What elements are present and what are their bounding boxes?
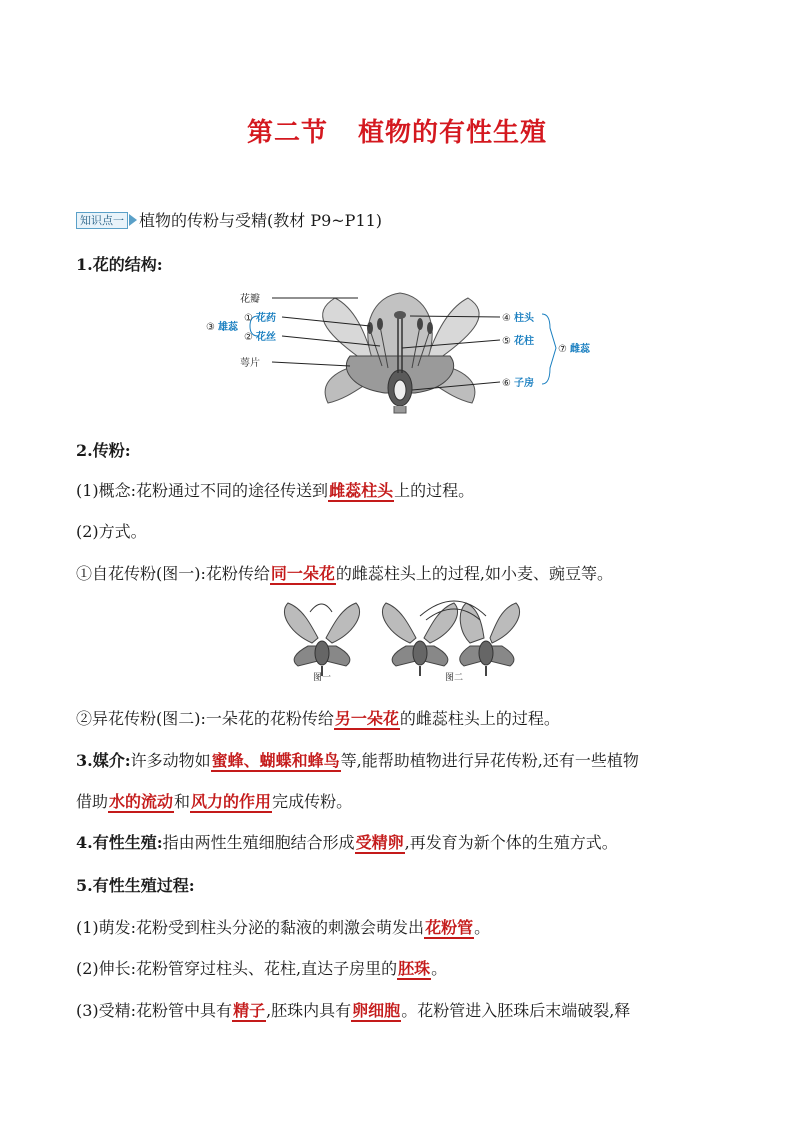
answer-zygote: 受精卵 — [355, 833, 404, 852]
pollination-figures — [270, 598, 530, 688]
label-pistil: 雌蕊 — [570, 344, 590, 355]
label-stigma: 柱头 — [514, 313, 534, 324]
answer-ovule: 胚珠 — [398, 959, 431, 978]
marker-7: ⑦ — [558, 344, 567, 355]
marker-3: ③ — [206, 322, 215, 333]
title-topic: 植物的有性生殖 — [358, 118, 548, 148]
figure-one-caption: 图一 — [313, 673, 332, 683]
section-5-heading: 5.有性生殖过程: — [76, 876, 195, 895]
pollination-methods: (2)方式。 — [76, 522, 147, 541]
title-section: 第二节 — [246, 118, 328, 148]
label-ovary: 子房 — [514, 378, 534, 389]
label-petal: 花瓣 — [240, 294, 260, 305]
section-2-heading: 2.传粉: — [76, 441, 131, 460]
label-sepal: 萼片 — [240, 358, 260, 369]
section-4: 4.有性生殖:指由两性生殖细胞结合形成受精卵,再发育为新个体的生殖方式。 — [76, 833, 618, 852]
flower-structure-diagram — [200, 288, 600, 418]
section-3-line-1: 3.媒介:许多动物如蜜蜂、蝴蝶和蜂鸟等,能帮助植物进行异花传粉,还有一些植物 — [76, 751, 639, 770]
answer-wind: 风力的作用 — [191, 792, 272, 811]
section-1-heading: 1.花的结构: — [76, 255, 163, 274]
process-elongation: (2)伸长:花粉管穿过柱头、花柱,直达子房里的胚珠。 — [76, 959, 448, 978]
marker-2: ② — [244, 332, 253, 343]
answer-water: 水的流动 — [109, 792, 174, 811]
knowledge-point-title: 植物的传粉与受精(教材 P9~P11) — [139, 211, 383, 230]
marker-4: ④ — [502, 313, 511, 324]
label-stamen: 雄蕊 — [218, 322, 238, 333]
cross-pollination: ②异花传粉(图二):一朵花的花粉传给另一朵花的雌蕊柱头上的过程。 — [76, 709, 560, 728]
answer-egg-cell: 卵细胞 — [352, 1001, 401, 1020]
process-germination: (1)萌发:花粉受到柱头分泌的黏液的刺激会萌发出花粉管。 — [76, 918, 491, 937]
answer-another-flower: 另一朵花 — [334, 709, 399, 728]
knowledge-point-badge: 知识点一 — [76, 212, 128, 229]
figure-two-flowers — [382, 601, 519, 676]
page-title — [0, 112, 794, 149]
answer-pollen-tube: 花粉管 — [425, 918, 474, 937]
marker-1: ① — [244, 313, 253, 324]
label-anther: 花药 — [256, 313, 276, 324]
section-4-heading: 4.有性生殖: — [76, 833, 163, 852]
self-pollination: ①自花传粉(图一):花粉传给同一朵花的雌蕊柱头上的过程,如小麦、豌豆等。 — [76, 564, 613, 583]
flower-illustration — [323, 293, 480, 413]
label-filament: 花丝 — [256, 332, 276, 343]
marker-6: ⑥ — [502, 378, 511, 389]
section-3-heading: 3.媒介: — [76, 751, 131, 770]
pollination-concept: (1)概念:花粉通过不同的途径传送到雌蕊柱头上的过程。 — [76, 481, 475, 500]
label-style: 花柱 — [514, 336, 534, 347]
answer-same-flower: 同一朵花 — [270, 564, 335, 583]
arrow-icon — [129, 214, 137, 226]
section-3-line-2: 借助水的流动和风力的作用完成传粉。 — [76, 792, 353, 811]
answer-stigma: 雌蕊柱头 — [329, 481, 394, 500]
answer-animals: 蜜蜂、蝴蝶和蜂鸟 — [211, 751, 340, 770]
figure-two-caption: 图二 — [445, 673, 464, 683]
process-fertilization: (3)受精:花粉管中具有精子,胚珠内具有卵细胞。花粉管进入胚珠后末端破裂,释 — [76, 1001, 631, 1020]
answer-sperm: 精子 — [233, 1001, 266, 1020]
figure-one-flower — [284, 603, 359, 676]
knowledge-point-header — [76, 210, 382, 232]
marker-5: ⑤ — [502, 336, 511, 347]
